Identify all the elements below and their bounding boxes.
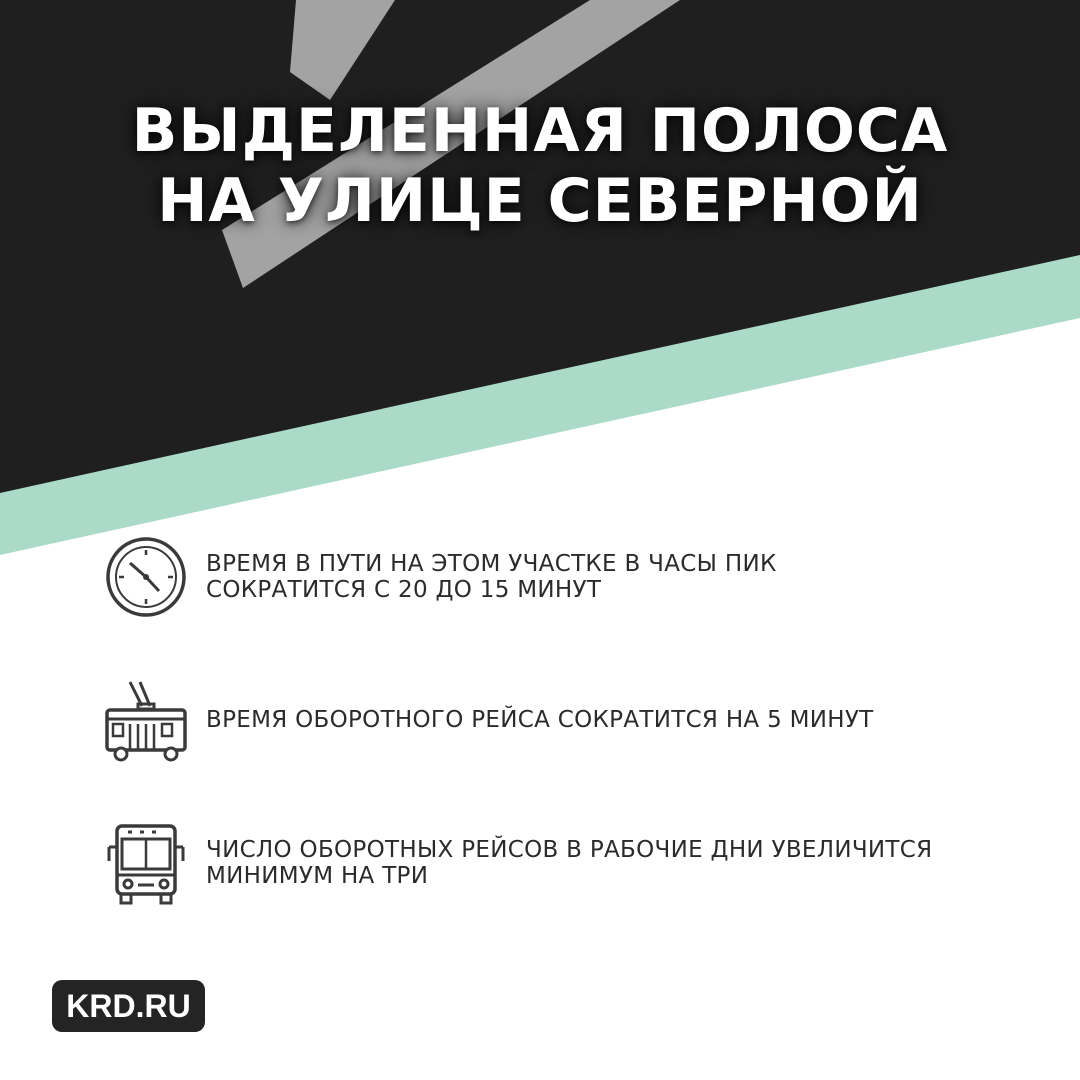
item-text: [206, 707, 874, 733]
trolleybus-icon: [100, 674, 192, 766]
title-line-1: ВЫДЕЛЕННАЯ ПОЛОСА: [131, 96, 949, 166]
item-text-line-2: СОКРАТИТСЯ С 20 ДО 15 МИНУТ: [206, 577, 602, 603]
item-text-line-1: ВРЕМЯ ОБОРОТНОГО РЕЙСА СОКРАТИТСЯ НА 5 МИНУТ: [206, 707, 874, 733]
bus-front-icon: [100, 817, 192, 909]
page-title: [0, 96, 1080, 236]
item-text-line-1: ЧИСЛО ОБОРОТНЫХ РЕЙСОВ В РАБОЧИЕ ДНИ УВЕЛИЧИТСЯ: [206, 837, 933, 863]
item-text-line-1: ВРЕМЯ В ПУТИ НА ЭТОМ УЧАСТКЕ В ЧАСЫ ПИК: [206, 551, 777, 577]
list-item-round-trip-time: [100, 674, 1040, 766]
title-line-2: НА УЛИЦЕ СЕВЕРНОЙ: [157, 166, 923, 236]
krd-logo: KRD.RU: [52, 980, 205, 1032]
item-text-line-2: МИНИМУМ НА ТРИ: [206, 863, 429, 889]
list-item-travel-time: [100, 531, 1040, 623]
item-text: [206, 837, 932, 889]
clock-icon: [100, 531, 192, 623]
item-text: [206, 551, 777, 603]
list-item-trip-count: [100, 817, 1040, 909]
